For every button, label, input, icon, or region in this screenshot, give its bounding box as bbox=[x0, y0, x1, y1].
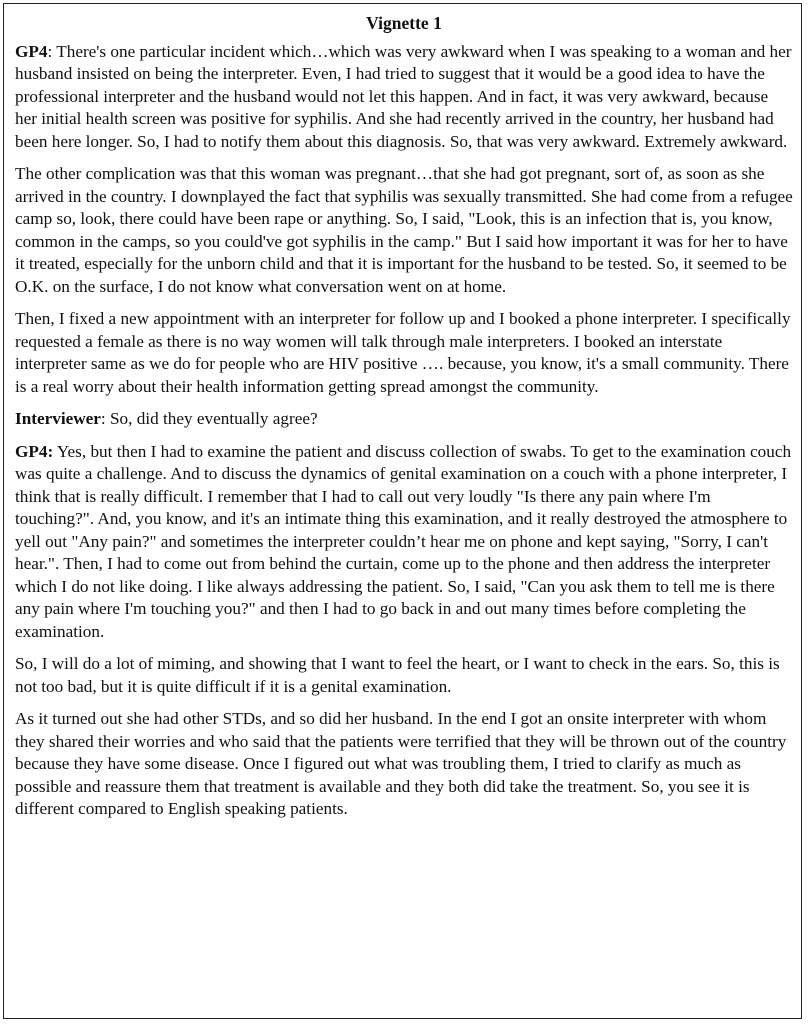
paragraph-text: The other complication was that this woman was pregnant…that she had got pregnant, sort of, as soon as she arrived in the country. I downplayed the fact that syphilis was sexually transmitted. She had come from a refugee camp so, look, there could have been rape or anything. So, I said, "Look, this is an infection that is, you know, common in the camps, so you could've got syphilis in the camp." But I said how important it was for her to have it treated, especially for the unborn child and that it is important for the husband to be tested. So, it seemed to be O.K. on the surface, I do not know what conversation went on at home. bbox=[15, 164, 793, 296]
paragraph-4 bbox=[15, 408, 793, 431]
paragraph-text: So, I will do a lot of miming, and showing that I want to feel the heart, or I want to check in the ears. So, this is not too bad, but it is quite difficult if it is a genital examination. bbox=[15, 654, 780, 696]
speaker-label: Interviewer bbox=[15, 409, 101, 428]
paragraph-text: Yes, but then I had to examine the patient and discuss collection of swabs. To get to the examination couch was quite a challenge. And to discuss the dynamics of genital examination on a couch with a phone interpreter, I think that is really difficult. I remember that I had to call out very loudly "Is there any pain where I'm touching?". And, you know, and it's an intimate thing this examination, and it really destroyed the atmosphere to yell out "Any pain?" and sometimes the interpreter couldn’t hear me on phone and kept saying, "Sorry, I can't hear.". Then, I had to come out from behind the curtain, come up to the phone and then address the interpreter which I do not like doing. I like always addressing the patient. So, I said, "Can you ask them to tell me is there any pain where I'm touching you?" and then I had to go back in and out many times before completing the examination. bbox=[15, 441, 792, 641]
vignette-title: Vignette 1 bbox=[366, 13, 442, 33]
vignette-content bbox=[15, 12, 793, 831]
paragraph-1 bbox=[15, 41, 793, 154]
vignette-box bbox=[3, 3, 802, 1019]
speaker-label: GP4: bbox=[15, 441, 54, 461]
paragraph-text: Then, I fixed a new appointment with an interpreter for follow up and I booked a phone interpreter. I specifically requested a female as there is no way women will talk through male interpreters. I booked an interstate interpreter same as we do for people who are HIV positive …. because, you know, it's a small community. There is a real worry about their health information getting spread amongst the community. bbox=[15, 309, 791, 396]
paragraph-3 bbox=[15, 308, 793, 398]
paragraph-7 bbox=[15, 708, 793, 821]
speaker-separator: : bbox=[47, 41, 53, 61]
speaker-label: GP4 bbox=[15, 41, 48, 61]
paragraph-text: So, did they eventually agree? bbox=[105, 409, 318, 428]
paragraph-text: There's one particular incident which…which was very awkward when I was speaking to a woman and her husband insisted on being the interpreter. Even, I had tried to suggest that it would be a good idea to have the professional interpreter and the husband would not let this happen. And in fact, it was very awkward, because her initial health screen was positive for syphilis. And she had recently arrived in the country, her husband had been here longer. So, I had to notify them about this diagnosis. So, that was very awkward. Extremely awkward. bbox=[15, 41, 792, 151]
speaker-separator: : bbox=[100, 409, 106, 428]
paragraph-5 bbox=[15, 441, 793, 644]
paragraph-2 bbox=[15, 163, 793, 298]
paragraph-6 bbox=[15, 653, 793, 698]
paragraph-text: As it turned out she had other STDs, and so did her husband. In the end I got an onsite interpreter with whom they shared their worries and who said that the patients were terrified that they will be thrown out of the country because they have some disease. Once I figured out what was troubling them, I tried to clarify as much as possible and reassure them that treatment is available and they both did take the treatment. So, you see it is different compared to English speaking patients. bbox=[15, 709, 787, 818]
